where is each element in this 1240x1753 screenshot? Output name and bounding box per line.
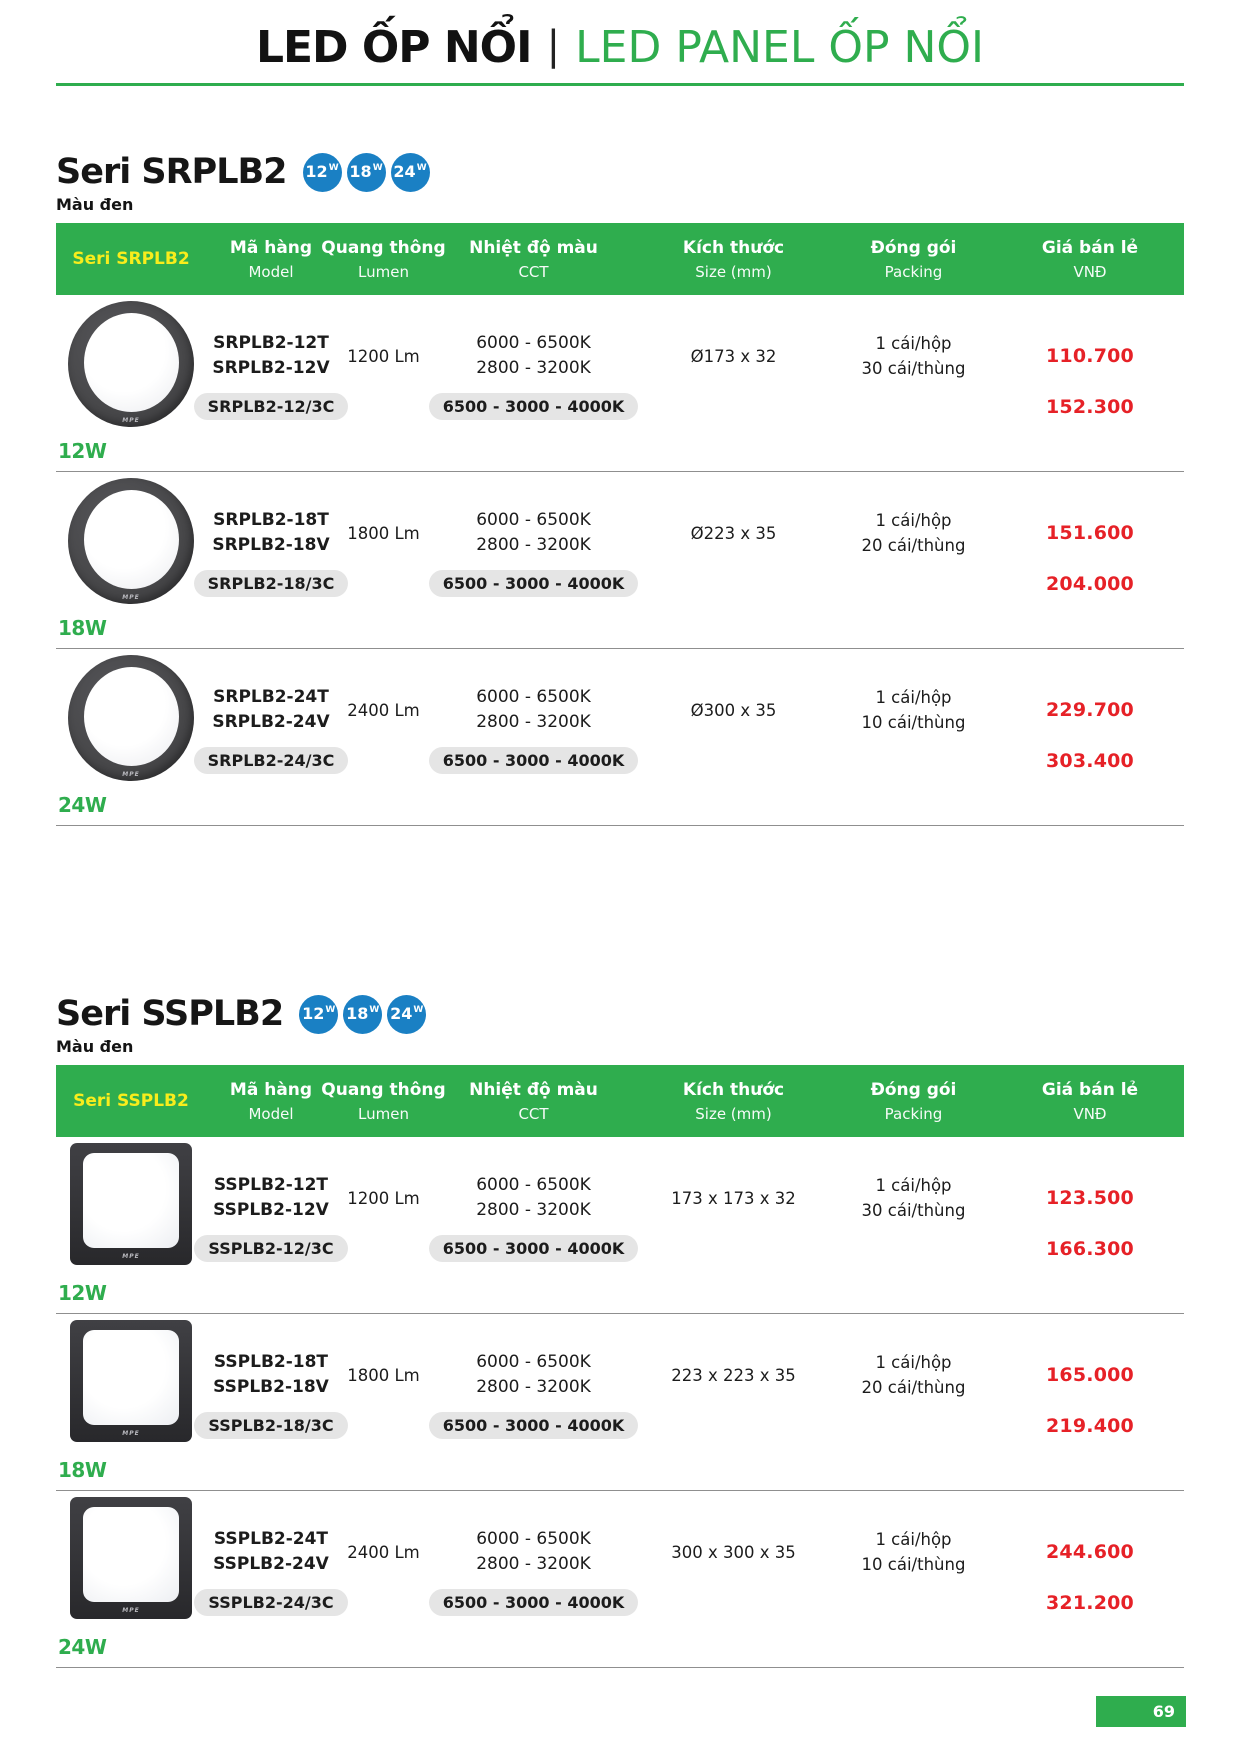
model-name: SRPLB2-18T bbox=[213, 510, 329, 530]
round-panel-product-image bbox=[68, 478, 194, 604]
wattage-label: 24W bbox=[58, 1635, 107, 1659]
packing-value: 1 cái/hộp bbox=[875, 334, 952, 353]
table-header bbox=[56, 1065, 1184, 1137]
column-header-cct: Nhiệt độ màu CCT bbox=[469, 1079, 598, 1123]
price-value: 303.400 bbox=[1046, 750, 1134, 772]
brand-logo: MPE bbox=[122, 771, 140, 778]
column-header-price: Giá bán lẻ VNĐ bbox=[1041, 1079, 1139, 1123]
packing-value: 30 cái/thùng bbox=[861, 1201, 966, 1220]
packing-value: 1 cái/hộp bbox=[875, 1176, 952, 1195]
wattage-label: 18W bbox=[58, 616, 107, 640]
table-header bbox=[56, 223, 1184, 295]
column-header-size: Kích thước Size (mm) bbox=[682, 237, 785, 281]
packing-value: 10 cái/thùng bbox=[861, 713, 966, 732]
wattage-badge: 12 $^W$ bbox=[299, 995, 338, 1034]
price-value: 151.600 bbox=[1046, 522, 1134, 544]
packing-value: 10 cái/thùng bbox=[861, 1555, 966, 1574]
wattage-badges bbox=[303, 153, 430, 192]
price-value: 152.300 bbox=[1046, 396, 1134, 418]
price-value: 321.200 bbox=[1046, 1592, 1134, 1614]
model-name: SRPLB2-24T bbox=[213, 687, 329, 707]
product-row bbox=[56, 1137, 1184, 1314]
size-value: Ø300 x 35 bbox=[690, 700, 777, 720]
price-value: 229.700 bbox=[1046, 699, 1134, 721]
column-header-price: Giá bán lẻ VNĐ bbox=[1041, 237, 1139, 281]
cct-value: 2800 - 3200K bbox=[476, 535, 591, 555]
title-separator: | bbox=[546, 23, 561, 69]
product-row bbox=[56, 295, 1184, 472]
wattage-label: 18W bbox=[58, 1458, 107, 1482]
product-row bbox=[56, 472, 1184, 649]
model-variant-pill: SRPLB2-24/3C bbox=[194, 747, 349, 774]
cct-value: 6000 - 6500K bbox=[476, 510, 591, 530]
column-header-lumen: Quang thông Lumen bbox=[321, 1079, 446, 1123]
wattage-label: 24W bbox=[58, 793, 107, 817]
packing-value: 30 cái/thùng bbox=[861, 359, 966, 378]
cct-variant-pill: 6500 - 3000 - 4000K bbox=[429, 1412, 639, 1439]
page-title-english: LED PANEL ỐP NỔI bbox=[575, 22, 985, 73]
price-value: 204.000 bbox=[1046, 573, 1134, 595]
model-name: SSPLB2-12V bbox=[213, 1200, 329, 1220]
page-number-badge: 69 bbox=[1096, 1696, 1186, 1727]
lumen-value: 2400 Lm bbox=[347, 700, 420, 720]
color-note: Màu đen bbox=[56, 1037, 134, 1056]
cct-value: 6000 - 6500K bbox=[476, 687, 591, 707]
packing-value: 1 cái/hộp bbox=[875, 1530, 952, 1549]
price-value: 166.300 bbox=[1046, 1238, 1134, 1260]
lumen-value: 2400 Lm bbox=[347, 1542, 420, 1562]
product-row bbox=[56, 1314, 1184, 1491]
model-variant-pill: SSPLB2-24/3C bbox=[194, 1589, 347, 1616]
square-panel-product-image bbox=[70, 1320, 192, 1442]
round-panel-product-image bbox=[68, 301, 194, 427]
cct-value: 6000 - 6500K bbox=[476, 1529, 591, 1549]
size-value: Ø173 x 32 bbox=[690, 346, 777, 366]
packing-value: 20 cái/thùng bbox=[861, 1378, 966, 1397]
column-header-model: Mã hàng Model bbox=[229, 237, 313, 281]
series-heading bbox=[56, 152, 1184, 192]
catalog-page bbox=[56, 0, 1184, 1668]
lumen-value: 1800 Lm bbox=[347, 1365, 420, 1385]
title-underline bbox=[56, 83, 1184, 86]
wattage-badges bbox=[299, 995, 426, 1034]
brand-logo: MPE bbox=[122, 594, 140, 601]
column-header-model: Mã hàng Model bbox=[229, 1079, 313, 1123]
brand-logo: MPE bbox=[122, 417, 140, 424]
size-value: 223 x 223 x 35 bbox=[671, 1365, 796, 1385]
cct-value: 2800 - 3200K bbox=[476, 1200, 591, 1220]
price-value: 165.000 bbox=[1046, 1364, 1134, 1386]
cct-value: 6000 - 6500K bbox=[476, 1352, 591, 1372]
model-name: SRPLB2-18V bbox=[212, 535, 330, 555]
wattage-label: 12W bbox=[58, 1281, 107, 1305]
wattage-label: 12W bbox=[58, 439, 107, 463]
lumen-value: 1200 Lm bbox=[347, 346, 420, 366]
size-value: 173 x 173 x 32 bbox=[671, 1188, 796, 1208]
series-title: Seri SSPLB2 bbox=[56, 994, 284, 1034]
wattage-badge: 18 $^W$ bbox=[347, 153, 386, 192]
model-name: SSPLB2-18T bbox=[213, 1352, 329, 1372]
cct-variant-pill: 6500 - 3000 - 4000K bbox=[429, 1235, 639, 1262]
column-header-series: Seri SRPLB2 bbox=[72, 249, 190, 269]
brand-logo: MPE bbox=[122, 1253, 140, 1260]
model-variant-pill: SSPLB2-18/3C bbox=[194, 1412, 347, 1439]
wattage-badge: 12 $^W$ bbox=[303, 153, 342, 192]
column-header-size: Kích thước Size (mm) bbox=[682, 1079, 785, 1123]
size-value: Ø223 x 35 bbox=[690, 523, 777, 543]
model-name: SRPLB2-12V bbox=[212, 358, 330, 378]
cct-variant-pill: 6500 - 3000 - 4000K bbox=[429, 747, 639, 774]
column-header-lumen: Quang thông Lumen bbox=[321, 237, 446, 281]
model-name: SRPLB2-24V bbox=[212, 712, 330, 732]
lumen-value: 1800 Lm bbox=[347, 523, 420, 543]
column-header-series: Seri SSPLB2 bbox=[73, 1091, 189, 1111]
size-value: 300 x 300 x 35 bbox=[671, 1542, 796, 1562]
column-header-packing: Đóng gói Packing bbox=[870, 237, 957, 281]
cct-variant-pill: 6500 - 3000 - 4000K bbox=[429, 1589, 639, 1616]
cct-value: 6000 - 6500K bbox=[476, 333, 591, 353]
price-value: 244.600 bbox=[1046, 1541, 1134, 1563]
lumen-value: 1200 Lm bbox=[347, 1188, 420, 1208]
model-name: SSPLB2-12T bbox=[213, 1175, 329, 1195]
brand-logo: MPE bbox=[122, 1430, 140, 1437]
series-section-srplb2 bbox=[56, 152, 1184, 826]
packing-value: 20 cái/thùng bbox=[861, 536, 966, 555]
cct-variant-pill: 6500 - 3000 - 4000K bbox=[429, 393, 639, 420]
cct-value: 2800 - 3200K bbox=[476, 712, 591, 732]
cct-value: 2800 - 3200K bbox=[476, 1554, 591, 1574]
packing-value: 1 cái/hộp bbox=[875, 1353, 952, 1372]
column-header-packing: Đóng gói Packing bbox=[870, 1079, 957, 1123]
column-header-cct: Nhiệt độ màu CCT bbox=[469, 237, 598, 281]
packing-value: 1 cái/hộp bbox=[875, 688, 952, 707]
brand-logo: MPE bbox=[122, 1607, 140, 1614]
model-name: SSPLB2-24V bbox=[213, 1554, 329, 1574]
square-panel-product-image bbox=[70, 1143, 192, 1265]
model-variant-pill: SRPLB2-18/3C bbox=[194, 570, 349, 597]
product-row bbox=[56, 1491, 1184, 1668]
page-title-vietnamese: LED ỐP NỔI bbox=[255, 22, 532, 73]
cct-value: 2800 - 3200K bbox=[476, 358, 591, 378]
price-value: 110.700 bbox=[1046, 345, 1134, 367]
model-name: SSPLB2-24T bbox=[213, 1529, 329, 1549]
model-name: SRPLB2-12T bbox=[213, 333, 329, 353]
model-variant-pill: SRPLB2-12/3C bbox=[194, 393, 349, 420]
series-title: Seri SRPLB2 bbox=[56, 152, 287, 192]
series-heading bbox=[56, 994, 1184, 1034]
wattage-badge: 18 $^W$ bbox=[343, 995, 382, 1034]
round-panel-product-image bbox=[68, 655, 194, 781]
color-note: Màu đen bbox=[56, 195, 134, 214]
packing-value: 1 cái/hộp bbox=[875, 511, 952, 530]
cct-value: 6000 - 6500K bbox=[476, 1175, 591, 1195]
wattage-badge: 24 $^W$ bbox=[387, 995, 426, 1034]
price-value: 219.400 bbox=[1046, 1415, 1134, 1437]
price-value: 123.500 bbox=[1046, 1187, 1134, 1209]
model-name: SSPLB2-18V bbox=[213, 1377, 329, 1397]
wattage-badge: 24 $^W$ bbox=[391, 153, 430, 192]
cct-value: 2800 - 3200K bbox=[476, 1377, 591, 1397]
cct-variant-pill: 6500 - 3000 - 4000K bbox=[429, 570, 639, 597]
square-panel-product-image bbox=[70, 1497, 192, 1619]
series-section-ssplb2 bbox=[56, 994, 1184, 1668]
page-title bbox=[56, 14, 1184, 73]
model-variant-pill: SSPLB2-12/3C bbox=[194, 1235, 347, 1262]
product-row bbox=[56, 649, 1184, 826]
